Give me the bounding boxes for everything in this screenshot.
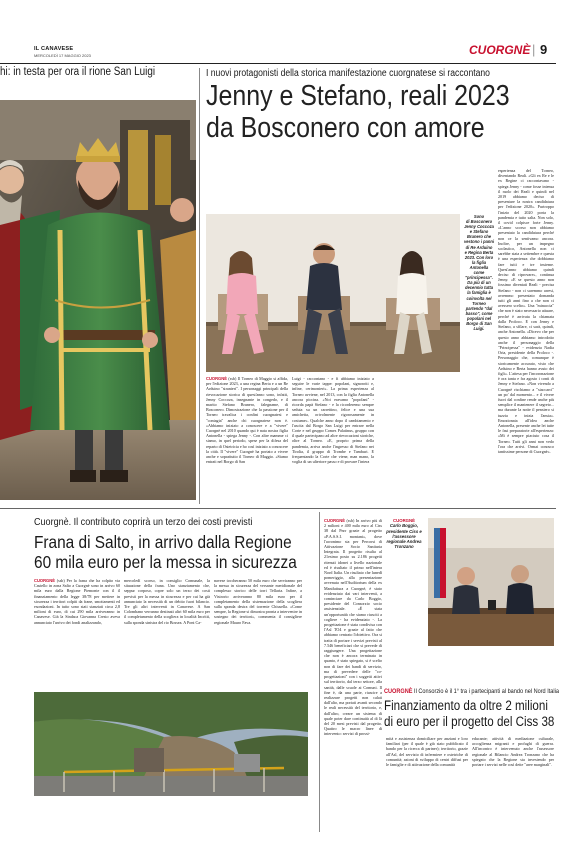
headline-line-2: 60 mila euro per la messa in sicurezza xyxy=(34,552,297,572)
caption-line: Jenny Coccoza xyxy=(464,224,494,230)
caption-line: 2023. Con loro xyxy=(464,254,494,260)
photo-caption xyxy=(462,214,496,331)
caption-line: partendo "dal xyxy=(465,305,493,311)
caption-line: la figlia xyxy=(471,259,487,265)
story3-column-1 xyxy=(324,518,382,840)
conference-illustration xyxy=(428,518,554,646)
headline-line-2: da Bosconero con amore xyxy=(206,112,485,144)
brand-name: IL CANAVESE xyxy=(34,46,74,52)
story1-column-3 xyxy=(498,168,554,502)
body-text: (ssb) Il Torneo di Maggio si affida, per l'edizione 2023, a una regina Berta e a un Re Arduino "stranieri". I personaggi principali della rievocazione storica di quest'anno sono, infatti, Jenny Coccoza, insegnante in congedo, e il marito Stefano Brunero, falegname, di Bosconero. Dimostrazione che la passione per il Torneo travalica i confini cuorgnatesi e "contagia" anche chi cuorgnatese non è. «Abbiamo iniziato a conoscere e a "vivere" Cuorgnè nel 2010 quando qui è nata nostra figlia Antonella - spiega Jenny -. Con altre mamme ci siamo, in quel periodo, spese per la difesa del reparto di Ostetricia e ho così iniziato a conoscere la città. Il "vivere" Cuorgnè ha portato a vivere anche e soprattutto il Torneo di Maggio. «Siamo entrati nel Borgo di San xyxy=(206,376,288,465)
story-kicker: Cuorgnè. Il contributo coprirà un terzo dei costi previsti xyxy=(34,516,253,528)
story3-column-2 xyxy=(386,736,468,836)
page-number: 9 xyxy=(540,42,548,57)
headline-line-1: Jenny e Stefano, reali 2023 xyxy=(206,80,510,112)
photo-caption-box xyxy=(462,214,496,499)
kicker-text: Il Consorzio è il 1° tra i partecipanti al bando nel Nord Italia xyxy=(414,688,559,695)
headline-line-1: Finanziamento da oltre 2 milioni xyxy=(384,698,548,713)
body-text: navese toccheranno 50 mila euro che serviranno per la messa in sicurezza del versante meridionale del complesso storico delle torri Tellaria. Infine, a Vistrorio arriveranno 80 mila euro per il completamento della sistemazione della scogliera sulla sponda destra del torrente Chiusella. «Come sempre, la Regione si dimostra pronta a intervenire in sostegno dei territori», commenta il consigliere regionale Mauro Fava. xyxy=(214,578,302,625)
story-frana-salto xyxy=(0,510,318,842)
body-text: esperienza del Torneo, diventando Reali. «Gli ex Re e le ex Regine ci raccontavano - spiega Jenny - come fosse intensa il ruolo dei Reali e quindi nel 2019 abbiamo deciso di presentare la nostra candidatura per l'edizione 2020». Purtroppo l'inizio del 2020 porta la pandemia e tutto salta. Non solo, il covid colpisce forte Jenny. «L'anno scorso non abbiamo presentato la candidatura perché non ce la sentivamo ancora. Inoltre, per un impegno scolastico, Antonella non ci sarebbe stata a settembre e questa è una esperienza che dobbiamo fare tutti e tre insieme. Quest'anno abbiamo quindi deciso di riprovare», continua Jenny. «E se questo anno non fossimo diventati Reali - precisa Stefano - non ci saremmo arresi, avremmo presentato domanda tutti gli anni fino a che non ci avessero scelto». Una "minaccia" che non è stato necessario attuare, perché è arrivata la chiamata dalla Proloco. E con Jenny e Stefano, a sfilare, ci sarà, quindi, anche Antonella. «Dicevo che per questo anno abbiamo introdotto anche il personaggio della "Principessa" - evidenzia Nadia Oria, presidente della Proloco -. Personaggio che, comunque è storicamente accurato, visto che Arduino e Berta hanno avuto dei figli». L'attesa per l'incoronazione è ora tanta e fra agosto i conti di Jenny e Stefano. «Non vivendo a Cuorgnè rischiamo a "staccarci" un po' dal momento... e il vivere fuori dal confine rende anche più semplice il mantenere il segreto... ma durante la notte il pensiero si tuzzia e inizia l'ansia». Emozionata all'idea anche Antonella, presente anche lei tutte le fasi preparatorie all'esperienza: «Mi è sempre piaciuto cosa il Torneo. Tutti gli anni non vedo l'ora che arrivi. Ormai conosco tantissime persone di Cuorgnè». xyxy=(498,168,554,454)
location-lead: CUORGNÈ xyxy=(34,578,55,583)
caption-line: basso", come xyxy=(465,310,493,316)
column-divider xyxy=(199,68,200,504)
caption-line: di Re Arduino xyxy=(465,244,493,250)
caption-line: Brunero che xyxy=(466,234,492,240)
headline-line-1: Frana di Salto, in arrivo dalla Regione xyxy=(34,532,292,552)
caption-text: Carlo Boggio, presidente Ciss e l'assessore regionale Andrea Tronzano xyxy=(386,523,422,550)
caption-line: Borgo di San xyxy=(466,320,492,326)
body-text: (ssb) In arrivo più di 2 milioni e 400 mila euro al Ciss 38 dal Pnrr grazie al progetto «P.A.S.S.I. montani», dove l'acronimo sta per Percorsi di Attivazione Socio Sanitaria Integrata. Il progetto risulta al 21esimo posto su 2.186 progetti ritenuti idonei a livello nazionale ed è risultato il primo nell'intera Nord Italia. Un risultato che lunedì pomeriggio, alla presentazione avvenuta nell'Auditorium della ex Manifattura a Cuorgnè, è stato evidenziato dai vari interventi, a cominciare da Carlo Boggio, presidente del Consorzio socio assistenziale. «È stata un'opportunità che siamo riusciti a cogliere - ha evidenziato -. La progettazione è stata condivisa con l'Asl TO4 e grazie al fatto che abbiamo centrato l'obiettivo. Ora si tratta di portare i servizi previsti al 7.546 beneficiari che si prevede di raggiungere. Una progettazione che non è ancora terminata in quanto, è stato spiegato, si è scelto non di fare dei bandi di servizio, ma di prevedere delle "co-progettazioni" con i soggetti attivi sul territorio, dal terzo settore, alla sanità, dalle scuole ai Comuni. Il fine è, da una parte, riuscire a realizzare progetti non calati dall'alto, ma portati avanti secondo le reali necessità del territorio, e, dall'altro, creare un sistema di quale poter dare continuità al di là del 20 mesi previsti dal progetto. Quattro le macro linee di intervento: servizi di prossi- xyxy=(324,518,382,737)
caption-line: Torneo xyxy=(472,300,486,306)
headline-line-2: di euro per il progetto del Ciss 38 xyxy=(384,714,555,729)
photo-landslide xyxy=(34,692,308,796)
story-headline xyxy=(384,698,558,730)
caption-line: Antonella xyxy=(469,264,489,270)
header-separator: | xyxy=(532,42,536,57)
kicker-lead: CUORGNÈ xyxy=(384,688,413,695)
section-name: CUORGNÈ xyxy=(469,43,531,57)
story2-column-2 xyxy=(124,578,210,690)
page-header xyxy=(0,0,580,60)
photo-conference xyxy=(428,518,554,646)
issue-date: MERCOLEDÌ 17 MAGGIO 2023 xyxy=(34,53,91,58)
caption-line: Sono xyxy=(473,214,485,219)
caption-line: vestono i panni xyxy=(463,239,495,245)
story-headline xyxy=(206,80,552,144)
body-text: mercoledì scorso, in consiglio Comunale, la situazione della frana. Uno stanziamento che, seppur corposo, copre solo un terzo dei costi previsti per la messa in sicurezza e per cui ha già annunciato la necessità di un debito fuori bilancio. Tre gli altri interventi in Canavese. A San Colombano verranno destinati altri 60 mila euro per il completamento della scogliera in località Incritti, sulla sponda sinistra del rio Bossea. A Pont Ca- xyxy=(124,578,210,625)
seated-family-illustration xyxy=(206,214,460,372)
section-rule xyxy=(0,508,556,509)
story2-column-3 xyxy=(214,578,302,690)
caption-line: Luigi. xyxy=(473,326,485,332)
story-kicker: I nuovi protagonisti della storica manifestazione cuorgnatese si raccontano xyxy=(206,68,490,79)
body-text: (ssb) Per la frana che ha colpito via Castello in zona Salto a Cuorgnè sono in arrivo 60 mila euro dalla Regione Piemonte con il il finanziamento della legge 38/78 per mettere in sicurezza i territori colpiti da frane, smottamenti ed esondazioni. In tutto sono stati stanziati circa 2,8 milioni di euro, di cui 290 mila arriveranno in Canavese. Già la Sindaca Giovanna Cresto aveva annunciato l'arrivo dei fondi analizzando, xyxy=(34,578,120,625)
caption-line: come xyxy=(473,270,485,276)
story-kicker xyxy=(384,688,559,695)
caption-line: la famiglia è xyxy=(467,290,491,296)
story2-column-1 xyxy=(34,578,120,690)
caption-line: coinvolta nel xyxy=(466,295,492,301)
location-lead: CUORGNÈ xyxy=(206,376,227,381)
caption-line: "principessa". xyxy=(465,275,493,281)
caption-line: decennio tutta xyxy=(465,285,493,291)
costume-photo-illustration xyxy=(0,100,196,500)
photo-royal-family-seated xyxy=(206,214,460,372)
landslide-illustration xyxy=(34,692,308,796)
photo-costumed-king xyxy=(0,100,196,500)
story-jenny-stefano xyxy=(0,64,556,506)
caption-line: Da più di un xyxy=(467,280,491,286)
caption-lead: CUORGNÈ xyxy=(393,518,415,523)
caption-line: di Bosconero xyxy=(465,219,493,225)
body-text: mità e assistenza domiciliare per anziani e loro familiari (per il quale è già stato pubblicato il bando per la ricerca di partner); territorio, grazie all'Asl, del servizio di infermiere e ostetriche di comunità; azioni di sviluppo di centri diffusi per le famiglie e di attivazione della comunità xyxy=(386,736,468,768)
body-text: Luigi - raccontano - e fi abbiamo iniziato a seguire le varie tappe: popolani, signorotti e, infine, cerimonieri». La prima esperienza al Torneo avviene, nel 2013, con la figlia Antonella ancora piccina. «Noi eravamo "popolani" - ricorda papà Stefano - e la ricorderemo sempre seduta su un carrettino, felice e una sua amichetta, orivolmente rigorosamente in costume». Qualche anno dopo il cambiamento e l'uscita dal Borgo San Luigi per entrare nella Corte e nel gruppo Comes Palatinus, gruppo con il quale partecipano ad altre rievocazioni storiche, oltre al Torneo. «E, proprio prima della pandemia, arriva anche l'ingresso di Stefano nei Tirolia, il gruppo di Trombe e Tamburi. E frequentando la Corte che viene, man mano, la voglia di un ulteriore passo e di provare l'intera xyxy=(292,376,374,465)
story-ciss38 xyxy=(320,510,559,842)
story3-column-3 xyxy=(472,736,554,836)
left-page-kicker: hi: in testa per ora il rione San Luigi xyxy=(0,66,156,78)
caption-line: popolani nel xyxy=(466,315,492,321)
story1-column-2 xyxy=(292,376,374,502)
caption-line: e Stefano xyxy=(469,229,489,235)
caption-line: e Regina Berta xyxy=(464,249,494,255)
photo-caption xyxy=(384,518,424,550)
story-headline xyxy=(34,532,318,572)
location-lead: CUORGNÈ xyxy=(324,518,345,523)
body-text: educante; attività di mediazione culturale, accoglienza migranti e profughi di guerra. All'incontro è intervenuto anche l'assessore regionale al Bilancio Andrea Tronzano che ha spiegato che la Regione sta investendo per portare i servizi nelle così dette "aree marginali". xyxy=(472,736,554,768)
story1-column-1 xyxy=(206,376,288,502)
